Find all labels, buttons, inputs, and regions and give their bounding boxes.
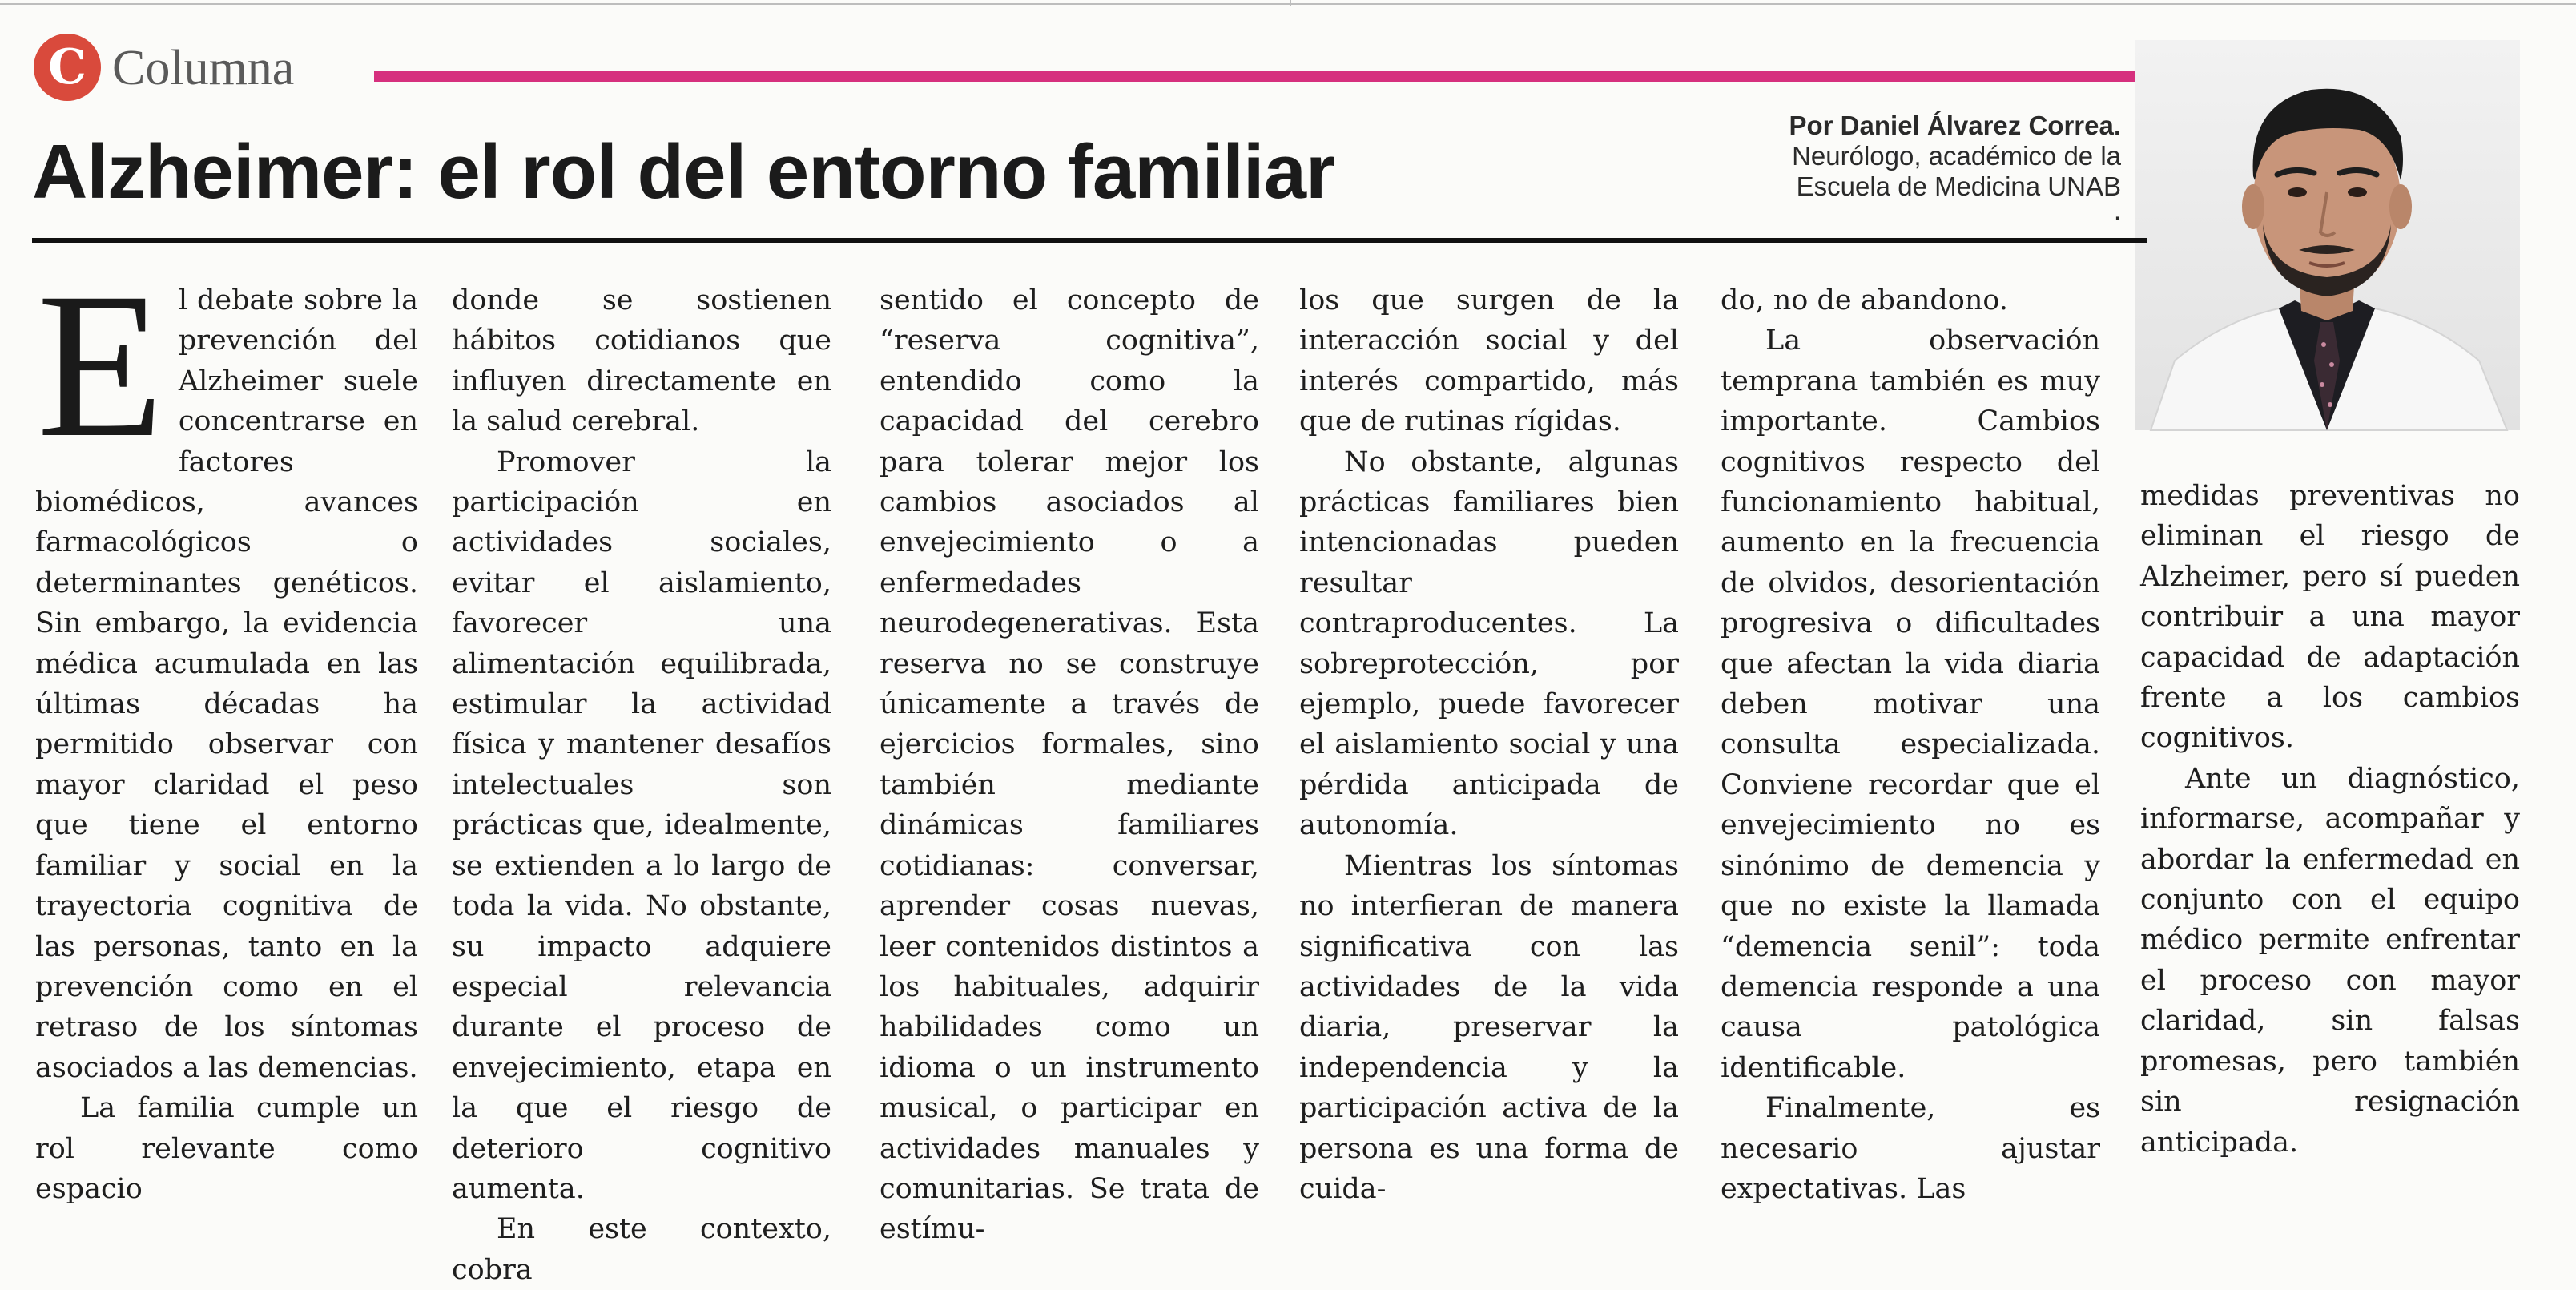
paragraph: Finalmente, es necesario ajustar expectativas. Las xyxy=(1721,1092,2100,1205)
top-page-rule xyxy=(0,3,2576,5)
paragraph: los que surgen de la interacción social y del interés compartido, más que de rutinas rígidas. xyxy=(1299,284,1679,438)
page-fold-tick xyxy=(1290,0,1291,6)
paragraph: Mientras los síntomas no interfieran de manera significativa con las actividades de la vida diaria, preservar la independencia y la participación activa de la persona es una forma de cuida- xyxy=(1299,849,1679,1205)
paragraph: La familia cumple un rol relevante como espacio xyxy=(35,1092,418,1205)
text-column-5 xyxy=(1721,280,2100,1209)
text-column-2 xyxy=(452,280,831,1290)
drop-cap: E xyxy=(37,250,164,481)
headline-divider xyxy=(32,238,2147,243)
section-label: Columna xyxy=(112,41,295,95)
paragraph: Promover la participación en actividades sociales, evitar el aislamiento, favorecer una alimentación equilibrada, estimular la actividad física y mantener desafíos intelectuales son prácticas que, idealmente, se extienden a lo largo de toda la vida. No obstante, su impacto adquiere especial relevancia durante el proceso de envejecimiento, etapa en la que el riesgo de deterioro cognitivo aumenta. xyxy=(452,445,831,1205)
paragraph: donde se sostienen hábitos cotidianos que influyen directamente en la salud cerebral. xyxy=(452,284,831,438)
byline-role-line2: Escuela de Medicina UNAB xyxy=(1796,171,2121,201)
paragraph-text: l debate sobre la prevención del Alzheimer suele concentrarse en factores biomédicos, avances farmacológicos o determinantes genéticos. Sin embargo, la evidencia médica acumulada en las últimas décadas ha permitido observar con mayor claridad el peso que tiene el entorno familiar y social en la trayectoria cognitiva de las personas, tanto en la prevención como en el retraso de los síntomas asociados a las demencias. xyxy=(35,284,418,1084)
paragraph: En este contexto, cobra xyxy=(452,1213,831,1286)
paragraph: medidas preventivas no eliminan el riesgo de Alzheimer, pero sí pueden contribuir a una mayor capacidad de adaptación frente a los cambios cognitivos. xyxy=(2140,480,2520,755)
paragraph: Ante un diagnóstico, informarse, acompañar y abordar la enfermedad en conjunto con el equipo médico permite enfrentar el proceso con mayor claridad, sin falsas promesas, pero también sin resignación anticipada. xyxy=(2140,762,2520,1159)
article-headline: Alzheimer: el rol del entorno familiar xyxy=(32,129,1335,215)
text-column-3 xyxy=(879,280,1259,1250)
byline-author: Por Daniel Álvarez Correa. xyxy=(1789,111,2121,140)
section-badge: C xyxy=(34,34,101,101)
byline-trailing-mark: . xyxy=(2113,196,2121,225)
text-column-4 xyxy=(1299,280,1679,1209)
byline xyxy=(1789,111,2122,225)
author-portrait-illustration xyxy=(2135,40,2520,430)
paragraph: do, no de abandono. xyxy=(1721,284,2008,316)
paragraph: La observación temprana también es muy importante. Cambios cognitivos respecto del funcionamiento habitual, aumento en la frecuencia de olvidos, desorientación progresiva o dificultades que afectan la vida diaria deben motivar una consulta especializada. Conviene recordar que el envejecimiento no es sinónimo de demencia y que no existe la llamada “demencia senil”: toda demencia responde a una causa patológica identificable. xyxy=(1721,325,2100,1084)
section-accent-rule xyxy=(374,71,2148,82)
section-header xyxy=(34,27,2148,107)
paragraph xyxy=(35,250,418,1088)
text-column-6 xyxy=(2140,476,2520,1163)
byline-role-line1: Neurólogo, académico de la xyxy=(1792,141,2121,171)
author-portrait xyxy=(2135,40,2520,430)
text-column-1 xyxy=(35,250,418,1209)
paragraph: sentido el concepto de “reserva cognitiva”, entendido como la capacidad del cerebro para tolerar mejor los cambios asociados al envejecimiento o a enfermedades neurodegenerativas. Esta reserva no se construye únicamente a través de ejercicios formales, sino también mediante dinámicas familiares cotidianas: conversar, aprender cosas nuevas, leer contenidos distintos a los habituales, adquirir habilidades como un idioma o un instrumento musical, o participar en actividades manuales y comunitarias. Se trata de estímu- xyxy=(879,284,1259,1246)
paragraph: No obstante, algunas prácticas familiares bien intencionadas pueden resultar contraproducentes. La sobreprotección, por ejemplo, puede favorecer el aislamiento social y una pérdida anticipada de autonomía. xyxy=(1299,445,1679,842)
